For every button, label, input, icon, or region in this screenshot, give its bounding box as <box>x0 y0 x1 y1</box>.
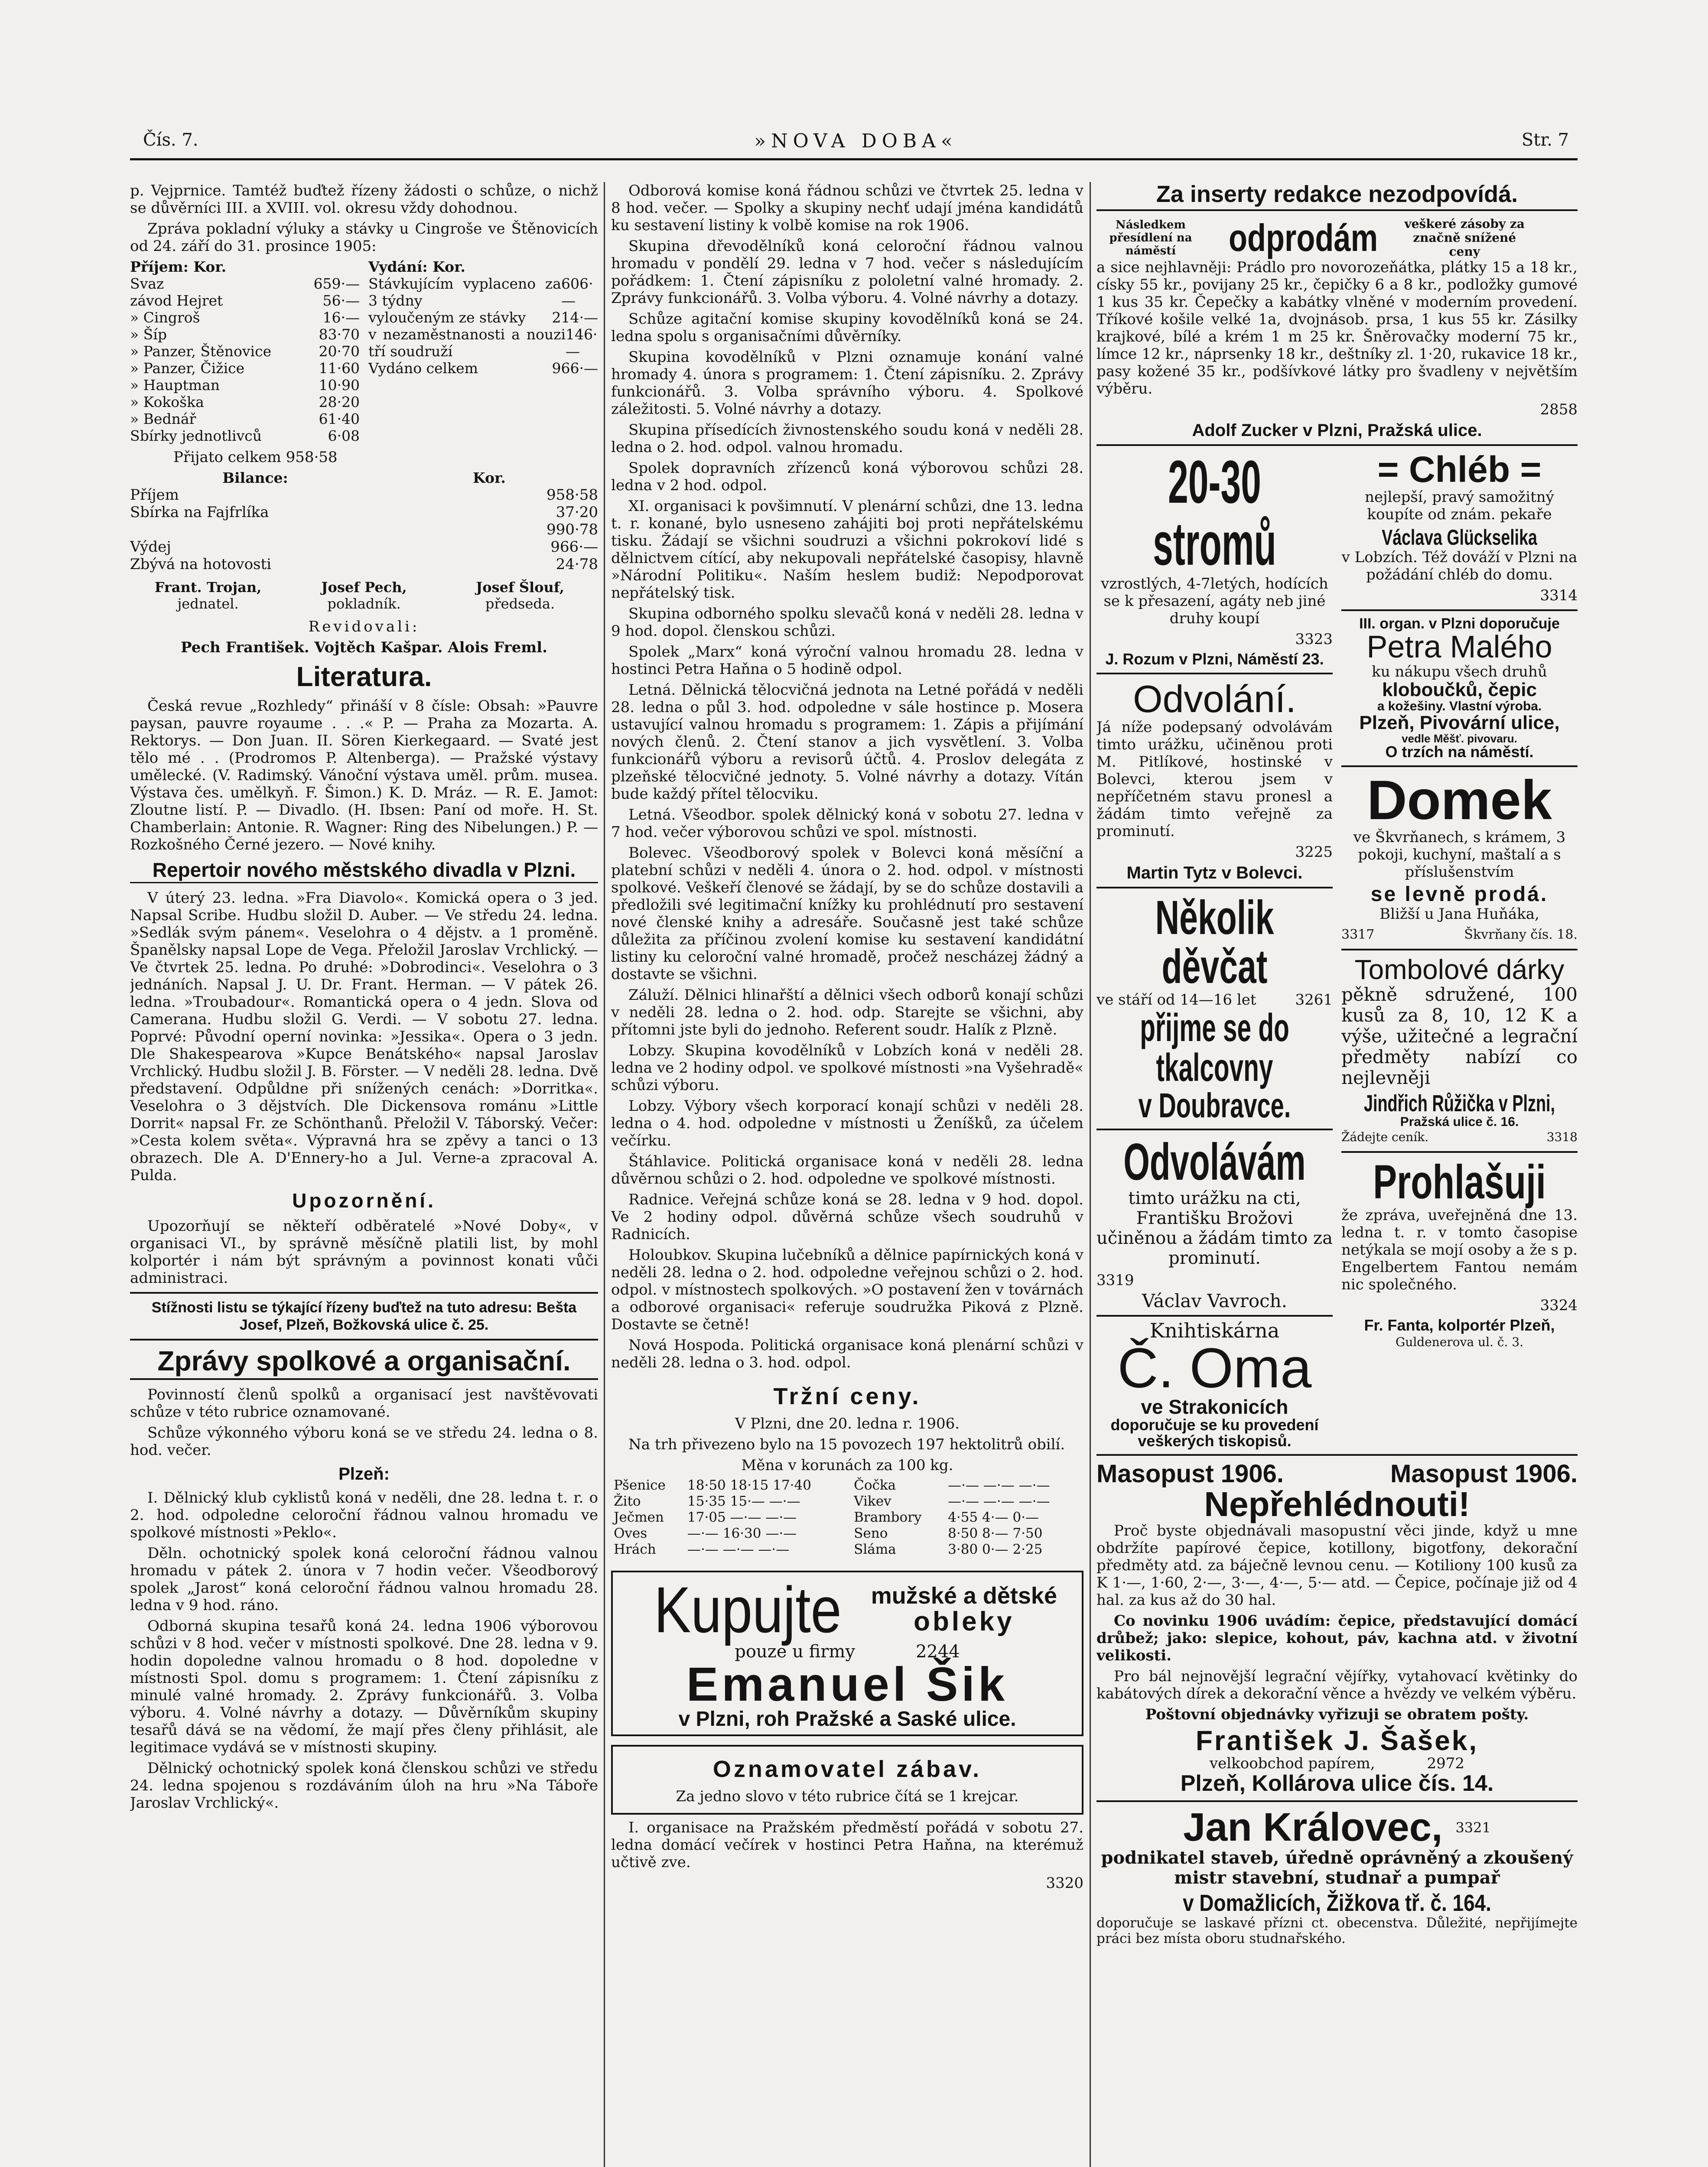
ad-odvolani-text: Já níže podepsaný odvolávám timto urážku, učiněnou proti M. Pitlíkové, hostinské v Bolevci, kterou jsem v nepříčetném stavu pronesl a žádám timto veřejně za prominutí. <box>1096 718 1333 840</box>
ad-domek-b: se levně prodá. <box>1370 883 1549 906</box>
ad-masopust-text: Proč byste objednávali masopustní věci jinde, když u mne obdržíte papírové čepice, kotillony, bigotfony, dekorační předměty atd. za báječně levnou cenu. — Kotiliony 100 kusů za K 1·—, 1·60, 2·—, 3·—, 4·—, 5·— atd. — Čepice, počínaje již od 4 hal. za kus až do 30 hal. <box>1096 1522 1578 1609</box>
price-cell: —·— —·— —·— <box>948 1493 1050 1509</box>
income-row-amount: 16·— <box>322 309 360 326</box>
ad-chleb-num: 3314 <box>1540 587 1578 605</box>
ad-kupujte-side1: mužské a dětské <box>871 1583 1057 1609</box>
literature-heading: Literatura. <box>296 661 432 692</box>
ad-oma-big: Č. Oma <box>1117 1336 1312 1400</box>
income-row <box>130 410 360 427</box>
ad-maleho-lead: III. organ. v Plzni doporučuje <box>1359 615 1560 632</box>
org-news-heading: Zprávy spolkové a organisační. <box>130 1347 598 1380</box>
ad-zucker-num: 2858 <box>1540 400 1578 418</box>
paragraph: Lobzy. Výbory všech korporací konají schůzi v neděli 28. ledna o 4. hod. odpoledne v místnosti u Ženíšků, za účelem večírku. <box>611 1097 1083 1149</box>
header-rule <box>130 158 1578 160</box>
ad-kralovec-num: 3321 <box>1455 1819 1491 1836</box>
expense-row-amount: 146·— <box>566 326 598 360</box>
income-row-amount: 659·— <box>313 275 360 292</box>
paragraph: Povinností členů spolků a organisací jest navštěvovati schůze v této rubrice oznamované. <box>130 1386 598 1421</box>
income-row <box>130 427 360 444</box>
paragraph: Schůze výkonného výboru koná se ve středu 24. ledna o 8. hod. večer. <box>130 1424 598 1459</box>
revisors-title: Revidovali: <box>308 618 420 635</box>
ad-masopust-text4: Poštovní objednávky vyřizuji se obratem pošty. <box>1145 1705 1529 1723</box>
ad-tombola-cen: Žádejte ceník. <box>1341 1130 1429 1145</box>
price-row <box>611 1510 1083 1526</box>
bilance-row <box>130 521 598 538</box>
income-row-label: Svaz <box>130 275 164 292</box>
expense-row <box>368 326 598 360</box>
ad-odvolavam-big: Odvolávám <box>1123 1132 1306 1191</box>
paragraph: Schůze agitační komise skupiny kovodělníků koná se 24. ledna spolu s organisačními důvěrníky. <box>611 310 1083 345</box>
paragraph: Letná. Všeodbor. spolek dělnický koná v sobotu 27. ledna v 7 hod. večer výborovou schůzi ve spol. místnosti. <box>611 806 1083 841</box>
ad-kralovec-addr: v Domažlicích, Žižkova tř. č. 164. <box>1183 1890 1491 1916</box>
market-note: Na trh přivezeno bylo na 15 povozech 197 hektolitrů obilí. <box>628 1435 1065 1453</box>
ad-oma-lead: Knihtiskárna <box>1149 1319 1280 1343</box>
income-rows <box>130 275 360 444</box>
expense-row <box>368 360 598 377</box>
price-row <box>611 1542 1083 1558</box>
expense-row-amount: 606·— <box>561 275 593 309</box>
income-row-label: » Kokoška <box>130 394 204 410</box>
income-row <box>130 377 360 394</box>
ad-tombola-name: Jindřich Růžička v Plzni, <box>1363 1090 1555 1116</box>
income-row <box>130 360 360 377</box>
ad-stromu-sign: J. Rozum v Plzni, Náměstí 23. <box>1105 650 1324 668</box>
paragraph: I. Dělnický klub cyklistů koná v neděli, dne 28. ledna t. r. o 2. hod. odpoledne celoroční řádnou valnou hromadu ve spolkové místnosti »Peklo«. <box>130 1489 598 1541</box>
ad-maleho-b5: O trzích na náměstí. <box>1385 743 1534 761</box>
paragraph: Zpráva pokladní výluky a stávky u Cingroše ve Štěnovicích od 24. září do 31. prosince 1905: <box>130 220 598 255</box>
ad-odvolavam-sign: Václav Vavroch. <box>1142 1290 1288 1312</box>
income-row-amount: 20·70 <box>319 343 360 360</box>
bilance-row-amount: 37·20 <box>556 504 598 521</box>
paragraph: Nová Hospoda. Politická organisace koná plenární schůzi v neděli 28. ledna o 3. hod. odpol. <box>611 1337 1083 1371</box>
income-row-amount: 11·60 <box>319 360 360 377</box>
bilance-row-amount: 990·78 <box>547 521 598 538</box>
ad-prohlasuji-big: Prohlašuji <box>1373 1155 1546 1209</box>
paragraph: Odborná skupina tesařů koná 24. ledna 1906 výborovou schůzi v 8 hod. večer v místnosti spolkové. Dne 28. ledna v 9. hodin dopoledne valnou hromadu o 8 hod. dopoledne v místnosti Spol. domu s programem: 1. Čtení zápisníku z minulé valné hromady. 2. Zprávy funkcionářů. 3. Volba výboru. 4. Volné návrhy a dotazy. — Důvěrníkům skupiny tesařů dává se na vědomí, že mají přes členy přihlásit, ale legitimace vydává se v místnosti skupiny. <box>130 1617 598 1756</box>
income-row-label: Sbírky jednotlivců <box>130 427 262 444</box>
ad-devcat-big: Několik děvčat <box>1155 891 1274 993</box>
income-row-label: » Panzer, Štěnovice <box>130 343 272 360</box>
income-row-amount: 56·— <box>322 292 360 309</box>
expense-row <box>368 309 598 326</box>
price-cell: Pšenice <box>614 1477 666 1493</box>
ad-kralovec-text2: doporučuje se laskavé přízni ct. obecenstva. Důležité, nepřijímejte práci bez místa oboru studnařského. <box>1096 1915 1578 1947</box>
column-divider <box>604 182 605 2167</box>
price-row <box>611 1493 1083 1510</box>
ad-stromu-big: 20-30 stromů <box>1153 448 1276 578</box>
bilance-kor: Kor. <box>473 469 506 486</box>
expense-rows <box>368 275 598 377</box>
paragraph: Štáhlavice. Politická organisace koná v neděli 28. ledna důvěrnou schůzi o 2. hod. odpoledne ve spolkové místnosti. <box>611 1153 1083 1188</box>
income-row-label: » Panzer, Čižice <box>130 360 245 377</box>
signer <box>286 579 442 612</box>
bilance-row-label: Sbírka na Fajfrlíka <box>130 504 269 521</box>
paragraph: Bolevec. Všeodborový spolek v Bolevci koná měsíční a platební schůzi v neděli 4. února o 2. hod. odpol. v místnosti spolkové. Veškeří členové se žádají, by se do schůze dostavili a předložili své legitimační knížky ku prohlédnutí pro sestavení nové členské knihy a adresáře. Současně jest také schůze důležita za příčinou zvolení komise ku sestavení kandidátní listiny ku celoroční valné hromadě, pročež nescházej žádný a dostavte se všichni. <box>611 844 1083 983</box>
price-cell: 8·50 8·— 7·50 <box>948 1525 1043 1541</box>
bilance-row <box>130 486 598 504</box>
ad-kupujte-num: 2244 <box>915 1641 960 1662</box>
ad-odvolani-sign: Martin Tytz v Bolevci. <box>1126 863 1303 882</box>
price-cell: —·— —·— —·— <box>687 1541 790 1557</box>
price-cell: Žito <box>614 1493 641 1509</box>
income-row <box>130 326 360 343</box>
expense-list <box>368 258 598 444</box>
ad-maleho-b1: kloboučků, čepic <box>1382 679 1537 701</box>
ad-kupujte-big: Kupujte <box>654 1573 842 1646</box>
ad-zucker <box>1096 217 1578 439</box>
column-1 <box>130 182 598 2167</box>
income-heading: Příjem: Kor. <box>130 258 227 275</box>
ad-zucker-big: odprodám <box>1229 216 1378 259</box>
bilance-row-amount: 958·58 <box>547 486 598 504</box>
price-row <box>611 1477 1083 1493</box>
ad-maleho-text: ku nákupu všech druhů <box>1372 663 1547 681</box>
income-total: Přijato celkem 958·58 <box>173 449 338 466</box>
income-row-label: » Hauptman <box>130 377 220 394</box>
paragraph: Lobzy. Skupina kovodělníků v Lobzích koná v neděli 28. ledna ve 2 hodiny odpol. ve spolkové místnosti »na Vyšehradě« schůzi výboru. <box>611 1042 1083 1094</box>
ad-maleho-b2: a kožešiny. Vlastní výroba. <box>1377 699 1542 714</box>
market-prices-heading: Tržní ceny. <box>773 1383 921 1409</box>
ad-domek-text3: Škvrňany čís. 18. <box>1464 927 1578 943</box>
entertainment-num: 3320 <box>1046 1874 1083 1892</box>
ad-chleb-text: nejlepší, pravý samožitný koupíte od znám. pekaře <box>1365 488 1554 524</box>
paragraph: Spolek dopravních zřízenců koná výborovou schůzi 28. ledna v 2 hod. odpol. <box>611 459 1083 494</box>
signer <box>130 579 286 612</box>
price-cell: Brambory <box>854 1509 922 1525</box>
ad-neprehlednouti: Nepřehlédnouti! <box>1204 1485 1470 1524</box>
bilance-row <box>130 538 598 556</box>
signer-name: Josef Pech, <box>321 579 407 595</box>
signer-name: Josef Šlouf, <box>476 579 564 595</box>
ad-masopust-right: Masopust 1906. <box>1390 1460 1578 1488</box>
finance-table <box>130 258 598 444</box>
signers <box>130 579 598 612</box>
paragraph: Česká revue „Rozhledy“ přináší v 8 čísle: Obsah: »Pauvre paysan, pauvre royaume . . .« P. — Praha za Mozarta. A. Rektorys. — Don Juan. II. Sören Kierkegaard. — Svaté jest tělo mé . . (Prodromos P. Altenberga). — Pražské výstavy umělecké. (V. Radimský. Vánoční výstava uměl. prům. musea. Výstava čes. umělkyň. F. Šimon.) K. D. Mráz. — R. E. Jamot: Zloutne listí. P. — Divadlo. (H. Ibsen: Paní od moře. H. St. Chamberlain: Antonie. R. Wagner: Ring des Nibelungen.) P. — Rozkošného Černé jezero. — Nové knihy. <box>130 697 598 854</box>
income-row-amount: 83·70 <box>319 326 360 343</box>
ad-maleho-b3: Plzeň, Pivovární ulice, <box>1359 712 1560 733</box>
column-3 <box>1096 182 1578 2167</box>
entertainment-note: Za jedno slovo v této rubrice čítá se 1 krejcar. <box>676 1787 1019 1805</box>
paragraph: Skupina přísedících živnostenského soudu koná v neděli 28. ledna o 2. hod. odpol. valnou hromadu. <box>611 421 1083 456</box>
plzen-heading: Plzeň: <box>338 1464 390 1484</box>
income-row <box>130 343 360 360</box>
market-prices-table <box>611 1477 1083 1558</box>
ads-right <box>1341 451 1578 1449</box>
income-row <box>130 292 360 309</box>
bilance-row-label: Zbývá na hotovosti <box>130 556 272 573</box>
ad-kralovec-text: podnikatel staveb, úředně oprávněný a zkoušený mistr stavební, studnař a pumpař <box>1101 1848 1573 1888</box>
ad-stromu <box>1096 448 1333 1450</box>
entertainment-text: I. organisace na Pražském předměstí pořádá v sobotu 27. ledna domácí večírek v hostinci Petra Haňna, na kterémuž učtivě zve. <box>611 1819 1083 1871</box>
ad-kupujte-side2: obleky <box>914 1607 1015 1637</box>
ad-kupujte-line: pouze u firmy <box>735 1641 855 1662</box>
org-notices <box>611 182 1083 1371</box>
income-row-label: » Bednář <box>130 410 196 427</box>
price-cell: —·— —·— —·— <box>948 1477 1050 1493</box>
ad-domek-big: Domek <box>1367 769 1552 831</box>
ad-odvolavam-num: 3319 <box>1096 1272 1134 1289</box>
ad-maleho-b4: vedle Měšť. pivovaru. <box>1402 732 1517 745</box>
price-cell: Sláma <box>854 1541 896 1557</box>
income-row <box>130 275 360 292</box>
ad-prohlasuji-sign: Fr. Fanta, kolportér Plzeň, <box>1364 1316 1555 1334</box>
ad-kupujte <box>611 1571 1083 1736</box>
paragraph: Záluží. Dělnici hlinařští a dělnici všech odborů konají schůzi v neděli 28. ledna o 2. hod. odp. Starejte se všichni, aby přítomni jste byli do jednoho. Referent soudr. Halík z Plzně. <box>611 986 1083 1038</box>
market-date: V Plzni, dne 20. ledna r. 1906. <box>735 1415 960 1432</box>
ad-masopust-text2: Co novinku 1906 uvádím: čepice, představující domácí drůbež; jako: slepice, kohout, páv, kachna atd. v životní velikosti. <box>1096 1612 1578 1664</box>
expense-row <box>368 275 598 309</box>
ad-odvolani-big: Odvolání. <box>1133 677 1296 720</box>
ad-tombola-num: 3318 <box>1546 1130 1578 1145</box>
ad-kupujte-firm: Emanuel Šik <box>686 1657 1009 1711</box>
ad-sasek-text: velkoobchod papírem, <box>1209 1755 1375 1773</box>
issue-number: Čís. 7. <box>143 130 198 150</box>
ad-devcat-big2: přijme se do tkalcovny <box>1140 1006 1289 1090</box>
entertainment-heading: Oznamovatel zábav. <box>712 1756 982 1782</box>
price-cell: 15·35 15·— —·— <box>687 1493 800 1509</box>
income-row-label: závod Hejret <box>130 292 223 309</box>
page-header <box>143 130 1569 156</box>
ad-zucker-lead: Následkem přesídlení na náměstí <box>1109 218 1192 257</box>
ad-sasek-name: František J. Šašek, <box>1195 1724 1479 1756</box>
ad-odvolani-num: 3225 <box>1295 843 1333 861</box>
ad-masopust-text3: Pro bál nejnovější legrační vějířky, vytahovací květinky do kabátových dírek a dekorační věnce a hvězdy ve velkém výběru. <box>1096 1667 1578 1702</box>
paragraph: Radnice. Veřejná schůze koná se 28. ledna v 9 hod. dopol. Ve 2 hodiny odpol. důvěrná schůze všech soudruhů v Radnicích. <box>611 1191 1083 1243</box>
bilance-row-label: Příjem <box>130 486 179 504</box>
paragraph: p. Vejprnice. Tamtéž buďtež řízeny žádosti o schůze, o nichž se důvěrníci III. a XVIII. vol. okresu vždy dohodnou. <box>130 182 598 217</box>
ad-zucker-side: veškeré zásoby za značně snížené ceny <box>1404 216 1525 259</box>
income-row-label: » Cingroš <box>130 309 200 326</box>
price-cell: 4·55 4·— 0·— <box>948 1509 1039 1525</box>
ad-chleb-text2: v Lobzích. Též dováží v Plzni na požádání chléb do domu. <box>1341 549 1578 584</box>
ad-stromu-text: vzrostlých, 4-7letých, hodících se k přesazení, agáty neb jiné druhy koupí <box>1101 575 1328 628</box>
expense-row-label: Vydáno celkem <box>368 360 478 377</box>
signer-role: předseda. <box>485 595 555 612</box>
paragraph: Upozorňují se někteří odběratelé »Nové Doby«, v organisaci VI., by správně měsíčně platili list, by mohl kolportér i nám být správným a povinnost konati vůči administraci. <box>130 1217 598 1287</box>
bilance-row-label: Výdej <box>130 538 171 556</box>
bilance-row <box>130 504 598 521</box>
bilance-row <box>130 556 598 573</box>
paragraph: Skupina odborného spolku slevačů koná v neděli 28. ledna v 9 hod. dopol. členskou schůzi. <box>611 605 1083 640</box>
expense-row-label: v nezaměstnanosti a nouzi tří soudruží <box>368 326 566 360</box>
income-row <box>130 394 360 410</box>
bilance-row-amount: 966·— <box>550 538 598 556</box>
bilance-title: Bilance: <box>222 469 288 486</box>
repertoire-heading: Repertoir nového městského divadla v Plzni. <box>130 859 598 883</box>
notice-heading: Upozornění. <box>292 1189 436 1212</box>
expense-row-label: vyloučeným ze stávky <box>368 309 526 326</box>
signer-role: jednatel. <box>177 595 239 612</box>
ad-chleb-big: = Chléb = <box>1377 449 1542 490</box>
complaints-notice: Stížnosti listu se týkající řízeny buďtež na tuto adresu: Bešta Josef, Plzeň, Božkovská ulice č. 25. <box>151 1299 577 1333</box>
paragraph: Děln. ochotnický spolek koná celoroční řádnou valnou hromadu v pátek 2. února v 7 hodin večer. Všeodborový spolek „Jarost“ koná celoroční řádnou valnou hromadu 28. ledna v 9 hod. ráno. <box>130 1544 598 1614</box>
price-cell: Seno <box>854 1525 888 1541</box>
ad-oma-text: doporučuje se ku provedení veškerých tiskopisů. <box>1110 1415 1319 1450</box>
expense-row-label: Stávkujícím vyplaceno za 3 týdny <box>368 275 561 309</box>
ad-devcat-num: 3261 <box>1295 991 1333 1009</box>
paragraph: Dělnický ochotnický spolek koná členskou schůzi ve středu 24. ledna spojenou s rozdáváním úloh na hru »Na Táboře Jaroslav Vrchlický«. <box>130 1759 598 1812</box>
page-number: Str. 7 <box>1521 130 1569 150</box>
income-row-label: » Šíp <box>130 326 167 343</box>
ad-devcat-text: ve stáří od 14—16 let <box>1096 991 1256 1009</box>
ad-domek-text2: Bližší u Jana Huňáka, <box>1379 905 1539 923</box>
ad-sasek-addr: Plzeň, Kollárova ulice čís. 14. <box>1180 1771 1494 1796</box>
ad-tombola-addr: Pražská ulice č. 16. <box>1400 1114 1519 1129</box>
bilance-rows <box>130 486 598 573</box>
paragraph: Letná. Dělnická tělocvičná jednota na Letné pořádá v neděli 28. ledna o půl 3. hod. odpoledne v sále hostince p. Mosera ustavující valnou hromadu s programem: 1. Zápis a přijímání nových členů. 2. Čtení stanov a jich vysvětlení. 3. Volba funkcionářů výboru a revisorů účtů. 4. Proslov delegáta z plzeňské tělocvičné jednoty. 5. Volné návrhy a dotazy. Vítán bude každý přítel tělocviku. <box>611 681 1083 803</box>
ad-tombola-text: pěkně sdružené, 100 kusů za 8, 10, 12 K a výše, užitečné a legrační předměty nabízí co nejlevněji <box>1341 983 1578 1088</box>
ad-chleb-name: Václava Glückselika <box>1382 525 1537 550</box>
ad-devcat-big3: v Doubravce. <box>1138 1086 1291 1125</box>
ad-sasek-num: 2972 <box>1427 1755 1465 1773</box>
price-cell: Hrách <box>614 1541 656 1557</box>
paragraph: Skupina dřevodělníků koná celoroční řádnou valnou hromadu v pondělí 29. ledna v 7 hod. večer s následujícím pořádkem: 1. Čtení zápisníku z pololetní valné hromady. 2. Zprávy funkcionářů. 3. Volba výboru. 4. Volné návrhy a dotazy. <box>611 238 1083 307</box>
ads-disclaimer: Za inserty redakce nezodpovídá. <box>1096 182 1578 211</box>
ad-domek-num: 3317 <box>1341 927 1375 943</box>
price-cell: Vikev <box>854 1493 891 1509</box>
price-cell: Čočka <box>854 1477 896 1493</box>
paragraph: V úterý 23. ledna. »Fra Diavolo«. Komická opera o 3 jed. Napsal Scribe. Hudbu složil D. Auber. — Ve středu 24. ledna. »Sedlák svým pánem«. Veselohra o 4 dějstv. a 1 proměně. Španělsky napsal Lope de Vega. Přeložil Jaroslav Vrchlický. — Ve čtvrtek 25. ledna. Po druhé: »Dobrodinci«. Veselohra o 3 jednáních. Napsal J. U. Dr. Frant. Herman. — V pátek 26. ledna. »Troubadour«. Romantická opera o 4 jedn. Slova od Camerana. Hudbu složil G. Verdi. — V sobotu 27. ledna. Poprvé: Původní operní novinka: »Jessika«. Opera o 3 jedn. Dle Shakespearova »Kupce Benátského« napsal Jaroslav Vrchlický. Hudbu složil J. B. Förster. — V neděli 28. ledna. Dvě představení. Odpůldne při snížených cenách: »Dorritka«. Veselohra o 3 dějstvích. Dle Dickensova románu »Little Dorrit« napsal Fr. ze Schönthanů. Přeložil V. Táborský. Večer: »Cesta kolem světa«. Výpravná hra se zpěvy a tanci o 13 obrazech. Dle A. D'Ennery-ho a Jul. Verne-a zpracoval A. Pulda. <box>130 889 598 1184</box>
price-cell: Oves <box>614 1525 647 1541</box>
signer-role: pokladník. <box>327 595 401 612</box>
entertainment-box <box>611 1745 1083 1815</box>
column-2 <box>611 182 1083 2167</box>
ad-zucker-text: a sice nejhlavněji: Prádlo pro novorozeňátka, plátky 15 a 18 kr., císky 55 kr., povijany 25 kr., čepičky 6 a 8 kr., podložky gumové 1 kus 35 kr. Čepečky a kabátky vlněné v moderním provedení. Tříkové košile velké 1a, dvojnásob. prsa, 1 kus 55 kr. Zásilky krajkové, bílé a krém 1 m 25 kr. Šněrovačky moderní 75 kr., límce 12 kr., náprsenky 18 kr., deštníky zl. 1·20, rukavice 18 kr., pasy kožené 35 kr., podšívkové látky pro švadleny v největším výběru. <box>1096 258 1578 397</box>
market-unit: Měna v korunách za 100 kg. <box>741 1456 953 1474</box>
newspaper-title: »NOVA DOBA« <box>754 130 958 152</box>
paragraph: Odborová komise koná řádnou schůzi ve čtvrtek 25. ledna v 8 hod. večer. — Spolky a skupiny nechť udají jména kandidátů ku sestavení listiny k volbě komise na rok 1906. <box>611 182 1083 234</box>
paragraph: XI. organisaci k povšimnutí. V plenární schůzi, dne 13. ledna t. r. konané, bylo usneseno zahájiti boj proti nepřátelskému tisku. Žádají se všichni soudruzi a všichni pokrokoví lidé s dělnictvem cítící, aby nekupovali nepřátelské časopisy, hlavně »Národní Politiku«. Naším heslem budiž: Nepodporovat nepřátelský tisk. <box>611 498 1083 602</box>
ad-kupujte-addr: v Plzni, roh Pražské a Saské ulice. <box>678 1707 1016 1731</box>
income-list <box>130 258 360 444</box>
ad-kralovec-big: Jan Královec, <box>1183 1805 1443 1850</box>
income-row-amount: 6·08 <box>328 427 360 444</box>
expense-row-amount: 214·— <box>552 309 598 326</box>
column-divider <box>1090 182 1091 2167</box>
ad-prohlasuji-addr: Guldenerova ul. č. 3. <box>1395 1335 1524 1350</box>
bilance-row-amount: 24·78 <box>556 556 598 573</box>
price-row <box>611 1526 1083 1542</box>
revisors: Pech František. Vojtěch Kašpar. Alois Freml. <box>181 639 547 656</box>
income-row-amount: 10·90 <box>319 377 360 394</box>
ad-odvolavam-text: timto urážku na cti, Františku Brožovi učiněnou a žádám timto za prominutí. <box>1096 1188 1333 1269</box>
price-cell: 18·50 18·15 17·40 <box>687 1477 811 1493</box>
price-cell: Ječmen <box>614 1509 664 1525</box>
paragraph: Skupina kovodělníků v Plzni oznamuje konání valné hromady 4. února s programem: 1. Čtení zápisníku. 2. Zprávy funkcionářů. 3. Volba správního výboru. 4. Spolkové záležitosti. 5. Volné návrhy a dotazy. <box>611 348 1083 418</box>
price-cell: —·— 16·30 —·— <box>687 1525 797 1541</box>
income-row <box>130 309 360 326</box>
income-row-amount: 61·40 <box>319 410 360 427</box>
ad-masopust-left: Masopust 1906. <box>1096 1460 1284 1488</box>
ad-domek-text: ve Škvrňanech, s krámem, 3 pokoji, kuchyní, maštalí a s příslušenstvím <box>1353 829 1566 881</box>
ad-zucker-sign: Adolf Zucker v Plzni, Pražská ulice. <box>1192 420 1482 440</box>
expense-heading: Vydání: Kor. <box>368 258 465 275</box>
income-row-amount: 28·20 <box>319 394 360 410</box>
ad-prohlasuji-num: 3324 <box>1540 1297 1578 1315</box>
ad-maleho-big: Petra Malého <box>1366 629 1552 664</box>
expense-row-amount: 966·— <box>552 360 598 377</box>
ad-tombola-big: Tombolové dárky <box>1354 954 1565 986</box>
price-cell: 3·80 0·— 2·25 <box>948 1541 1043 1557</box>
signer-name: Frant. Trojan, <box>154 579 262 595</box>
ad-stromu-num: 3323 <box>1295 631 1333 648</box>
plzen-list <box>130 1489 598 1812</box>
paragraph: Holoubkov. Skupina lučebníků a dělnice papírnických koná v neděli 28. ledna o 2. hod. odpoledne veřejnou schůzi o 2. hod. odpol. v místnostech spolkových. »O postavení žen v továrnách a odborové organisaci« referuje soudružka Piková z Plzně. Dostavte se četně! <box>611 1246 1083 1333</box>
price-cell: 17·05 —·— —·— <box>687 1509 797 1525</box>
ad-oma-city: ve Strakonicích <box>1141 1395 1288 1418</box>
paragraph: Spolek „Marx“ koná výroční valnou hromadu 28. ledna v hostinci Petra Haňna o 5 hodině odpol. <box>611 643 1083 678</box>
signer <box>442 579 598 612</box>
ad-prohlasuji-text: že zpráva, uveřejněná dne 13. ledna t. r. v tomto časopise netýkala se mojí osoby a že s p. Engelbertem Fantou nemám nic společného. <box>1341 1207 1578 1294</box>
